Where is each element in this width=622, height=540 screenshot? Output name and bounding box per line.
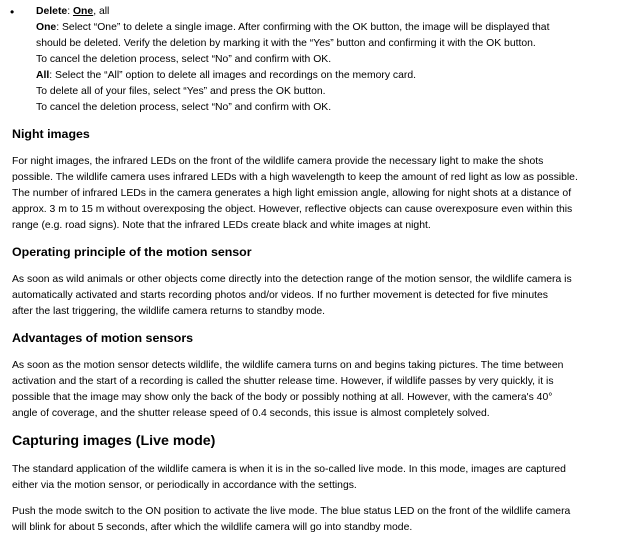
operating-principle-heading: Operating principle of the motion sensor bbox=[12, 245, 252, 259]
one-line-1 bbox=[36, 20, 616, 36]
night-line-5: range (e.g. road signs). Note that the infrared LEDs create black and white images at night. bbox=[12, 220, 431, 231]
night-line-1: For night images, the infrared LEDs on the front of the wildlife camera provide the necessary light to make the shots bbox=[12, 156, 544, 167]
live-mode-paragraph-2 bbox=[12, 504, 616, 536]
live-p2-line-2: will blink for about 5 seconds, after which the wildlife camera will go into standby mode. bbox=[12, 522, 413, 533]
all-line-2: To delete all of your files, select “Yes” and press the OK button. bbox=[36, 86, 326, 97]
delete-label: Delete bbox=[36, 6, 68, 17]
night-line-4: approx. 3 m to 15 m without overexposing the object. However, reflective objects can cause overexposure even within this bbox=[12, 204, 573, 215]
operating-line-3: after the last triggering, the wildlife camera returns to standby mode. bbox=[12, 306, 326, 317]
delete-title-line bbox=[36, 4, 616, 20]
night-images-heading: Night images bbox=[12, 127, 90, 141]
advantages-heading: Advantages of motion sensors bbox=[12, 331, 194, 345]
live-mode-paragraph-1 bbox=[12, 462, 616, 494]
advantages-paragraph bbox=[12, 358, 616, 422]
advantages-line-2: activation and the start of a recording is called the shutter release time. However, if wildlife passes by very quickly, it is bbox=[12, 376, 554, 387]
bullet-icon: • bbox=[10, 5, 15, 19]
all-line-3: To cancel the deletion process, select “No” and confirm with OK. bbox=[36, 102, 332, 113]
one-line-3: To cancel the deletion process, select “No” and confirm with OK. bbox=[36, 54, 332, 65]
night-images-paragraph bbox=[12, 154, 616, 234]
operating-principle-paragraph bbox=[12, 272, 616, 320]
advantages-line-1: As soon as the motion sensor detects wildlife, the wildlife camera turns on and begins taking pictures. The time between bbox=[12, 360, 564, 371]
live-mode-heading: Capturing images (Live mode) bbox=[12, 433, 216, 449]
live-p2-line-1: Push the mode switch to the ON position to activate the live mode. The blue status LED on the front of the wildlife camera bbox=[12, 506, 571, 517]
operating-line-1: As soon as wild animals or other objects come directly into the detection range of the motion sensor, the wildlife camera is bbox=[12, 274, 572, 285]
operating-line-2: automatically activated and starts recording photos and/or videos. If no further movement is detected for five minutes bbox=[12, 290, 548, 301]
live-p1-line-1: The standard application of the wildlife camera is when it is in the so-called live mode. In this mode, images are captured bbox=[12, 464, 566, 475]
delete-colon: : bbox=[67, 6, 73, 17]
advantages-line-4: angle of coverage, and the shutter release speed of 0.4 seconds, this issue is almost completely solved. bbox=[12, 408, 490, 419]
all-label: All bbox=[36, 70, 50, 81]
night-line-3: The number of infrared LEDs in the camera generates a high light emission angle, allowing for night shots at a distance of bbox=[12, 188, 572, 199]
delete-options-rest: , all bbox=[93, 6, 110, 17]
night-line-2: possible. The wildlife camera uses infrared LEDs with a high wavelength to keep the amount of red light as low as possible. bbox=[12, 172, 578, 183]
one-label: One bbox=[36, 22, 57, 33]
delete-option-one: One bbox=[72, 6, 94, 17]
one-line-2: should be deleted. Verify the deletion by marking it with the “Yes” button and confirming it with the OK button. bbox=[36, 38, 536, 49]
one-text-1: : Select “One” to delete a single image. After confirming with the OK button, the image will be displayed that bbox=[56, 22, 550, 33]
delete-option-block bbox=[36, 4, 616, 116]
advantages-line-3: possible that the image may show only the back of the body or possibly nothing at all. However, with the camera's 40° bbox=[12, 392, 553, 403]
live-p1-line-2: either via the motion sensor, or periodically in accordance with the settings. bbox=[12, 480, 357, 491]
all-line-1 bbox=[36, 68, 616, 84]
all-text-1: : Select the “All” option to delete all images and recordings on the memory card. bbox=[49, 70, 417, 81]
